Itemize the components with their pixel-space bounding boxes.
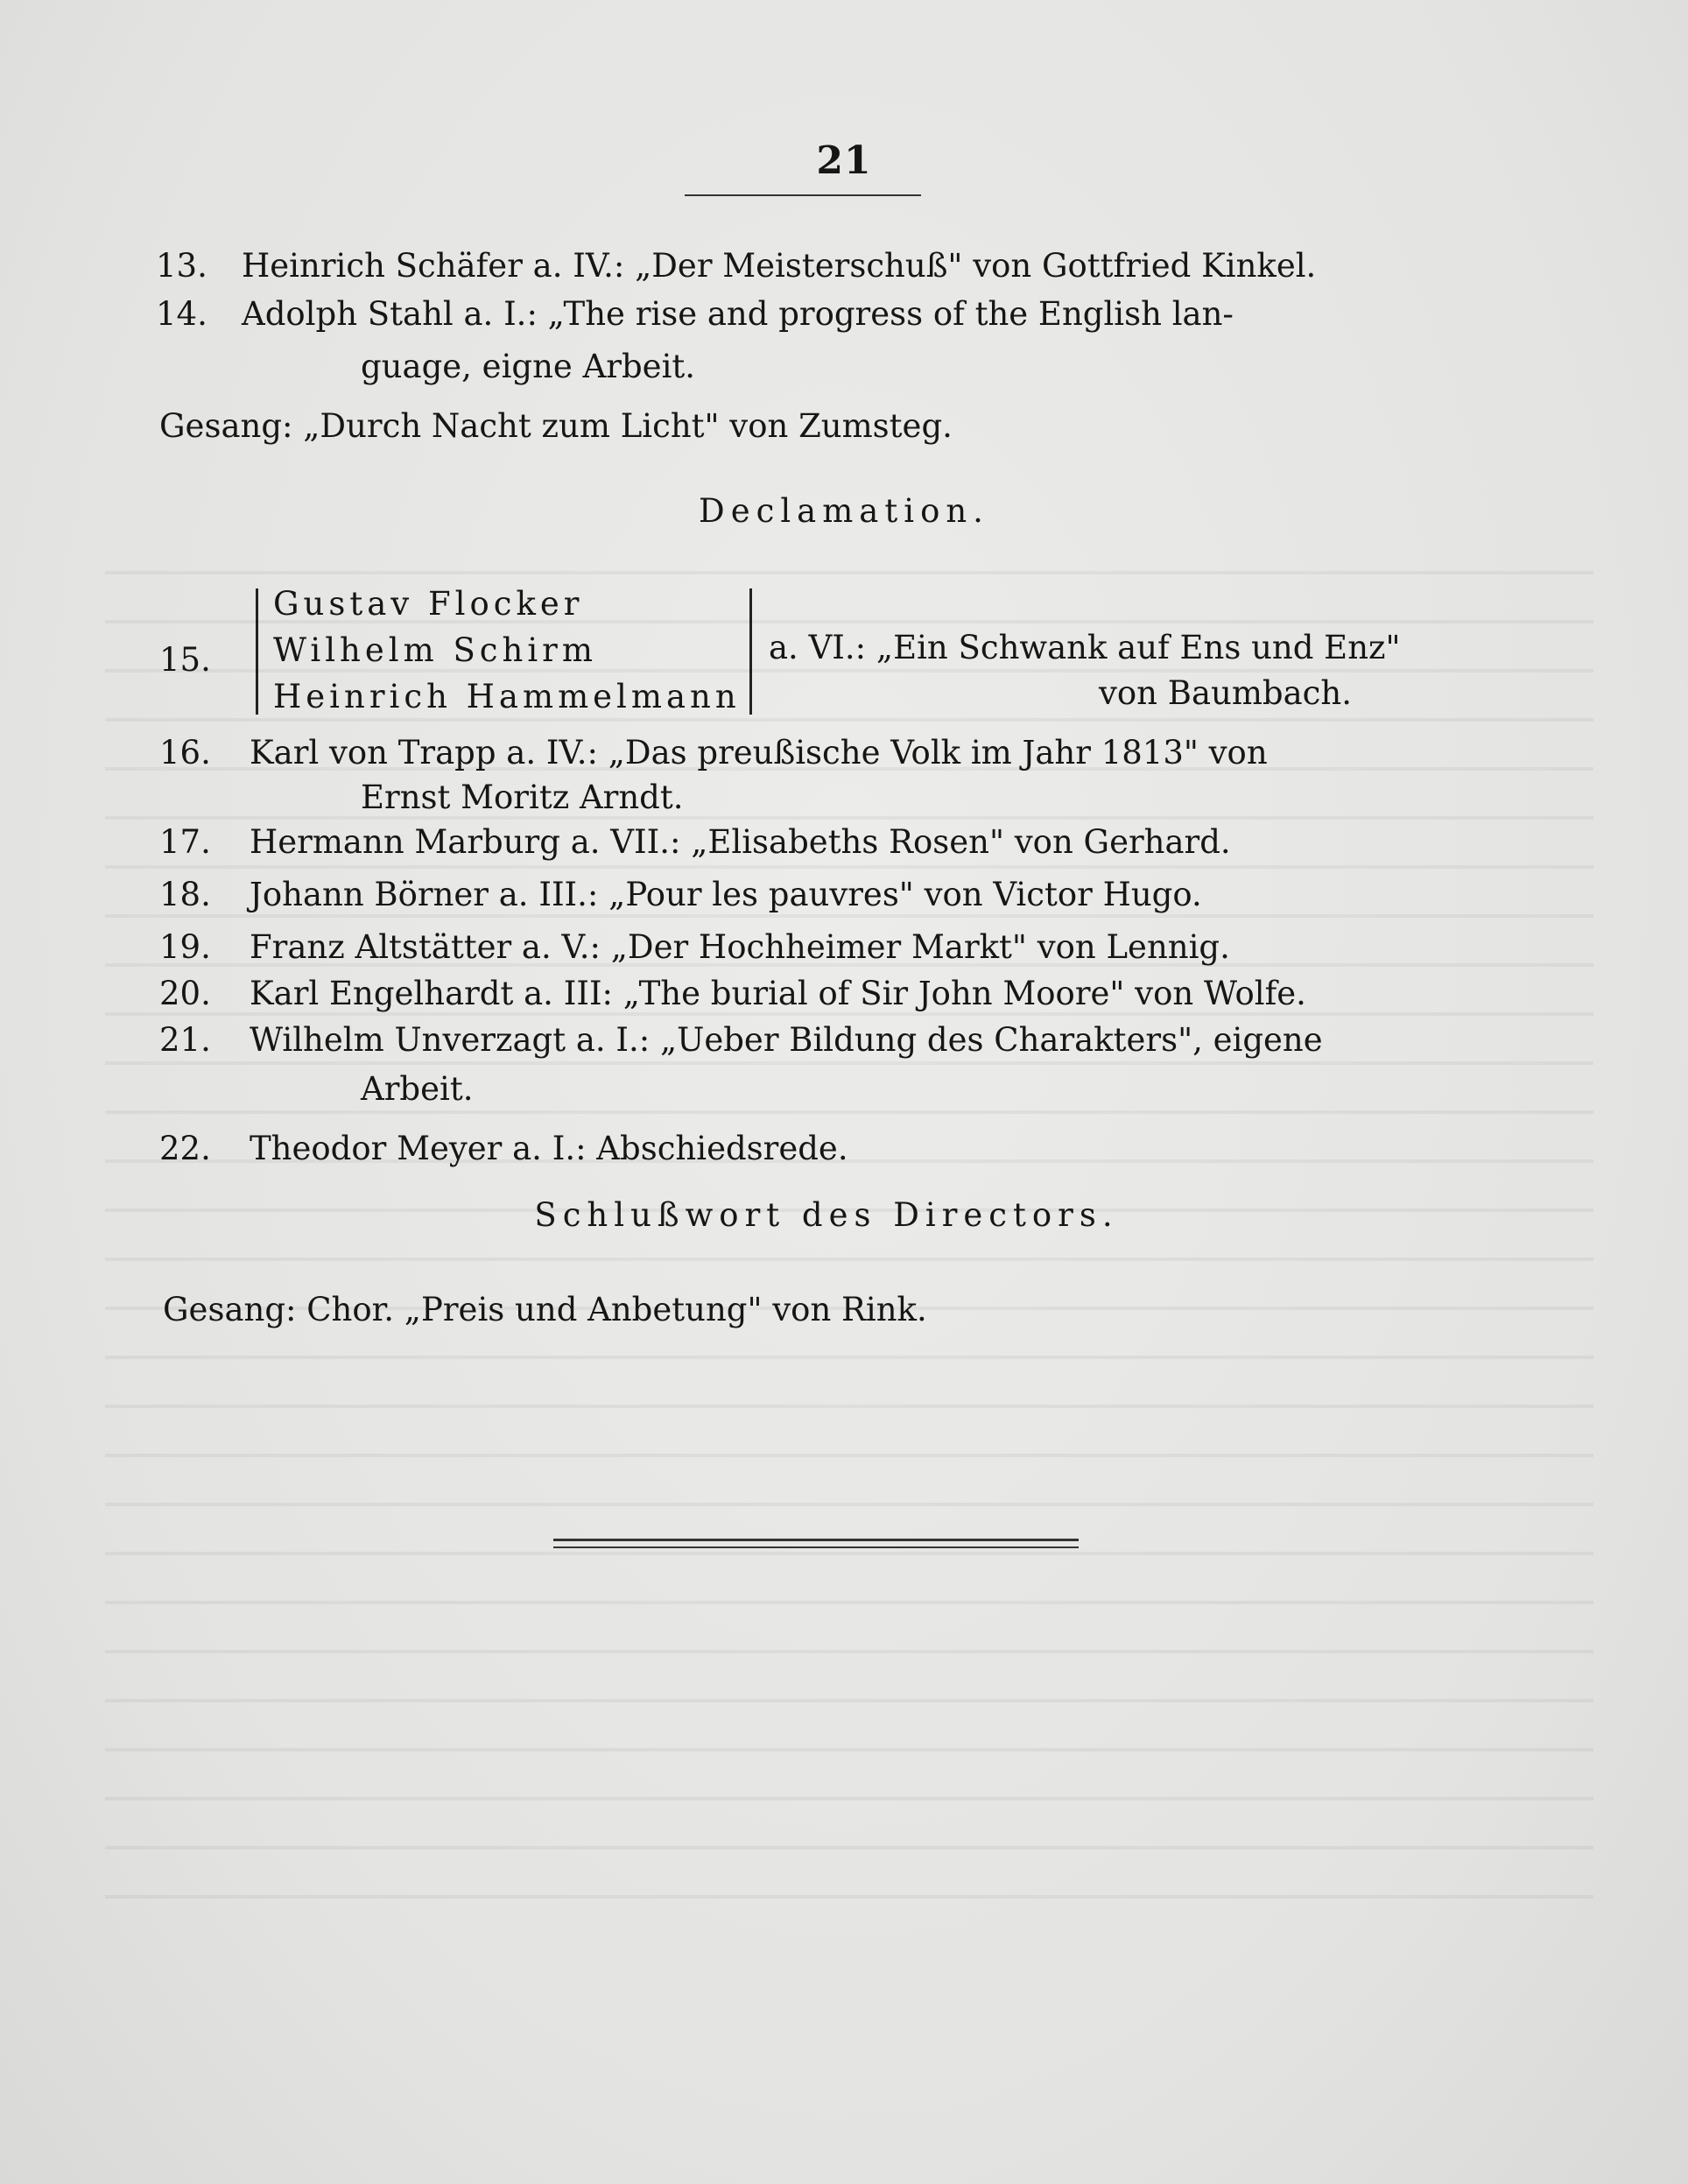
- item-text: Wilhelm Unverzagt a. I.: „Ueber Bildung des Charakters", eigene: [250, 1021, 1323, 1059]
- group-name: Gustav Flocker: [273, 585, 584, 623]
- list-item: [156, 247, 207, 285]
- item-text: Johann Börner a. III.: „Pour les pauvres" von Victor Hugo.: [250, 876, 1202, 913]
- group-name: Heinrich Hammelmann: [273, 678, 741, 715]
- item-text: Adolph Stahl a. I.: „The rise and progress of the English lan-: [242, 295, 1234, 333]
- show-through-texture: [105, 525, 1593, 1927]
- song-line: Gesang: „Durch Nacht zum Licht" von Zumsteg.: [159, 407, 953, 445]
- item-number: 22.: [159, 1130, 211, 1167]
- item-number: 18.: [159, 876, 211, 913]
- item-text: Hermann Marburg a. VII.: „Elisabeths Rosen" von Gerhard.: [250, 823, 1231, 861]
- group-name: Wilhelm Schirm: [273, 631, 597, 669]
- item-number: 20.: [159, 975, 211, 1012]
- item-text: a. VI.: „Ein Schwank auf Ens und Enz": [769, 629, 1401, 666]
- item-number: 17.: [159, 823, 211, 861]
- closing-heading: Schlußwort des Directors.: [534, 1196, 1119, 1234]
- item-number: 21.: [159, 1021, 211, 1059]
- item-number: 19.: [159, 928, 211, 966]
- item-text: Karl von Trapp a. IV.: „Das preußische Volk im Jahr 1813" von: [250, 734, 1268, 771]
- item-number: 14.: [156, 295, 207, 333]
- item-continuation: guage, eigne Arbeit.: [361, 348, 696, 385]
- item-continuation: von Baumbach.: [1099, 674, 1352, 712]
- page-number-rule: [685, 194, 921, 196]
- page-number: 21: [816, 138, 872, 183]
- item-number: 13.: [156, 247, 207, 285]
- item-text: Theodor Meyer a. I.: Abschiedsrede.: [250, 1130, 848, 1167]
- section-heading: Declamation.: [699, 492, 989, 530]
- item-text: Heinrich Schäfer a. IV.: „Der Meisterschuß" von Gottfried Kinkel.: [242, 247, 1317, 285]
- item-text: Karl Engelhardt a. III: „The burial of Sir John Moore" von Wolfe.: [250, 975, 1306, 1012]
- item-continuation: Ernst Moritz Arndt.: [361, 778, 684, 816]
- item-number: 15.: [159, 641, 211, 679]
- item-continuation: Arbeit.: [361, 1070, 474, 1108]
- item-text: Franz Altstätter a. V.: „Der Hochheimer Markt" von Lennig.: [250, 928, 1230, 966]
- item-number: 16.: [159, 734, 211, 771]
- song-line: Gesang: Chor. „Preis und Anbetung" von Rink.: [163, 1291, 927, 1328]
